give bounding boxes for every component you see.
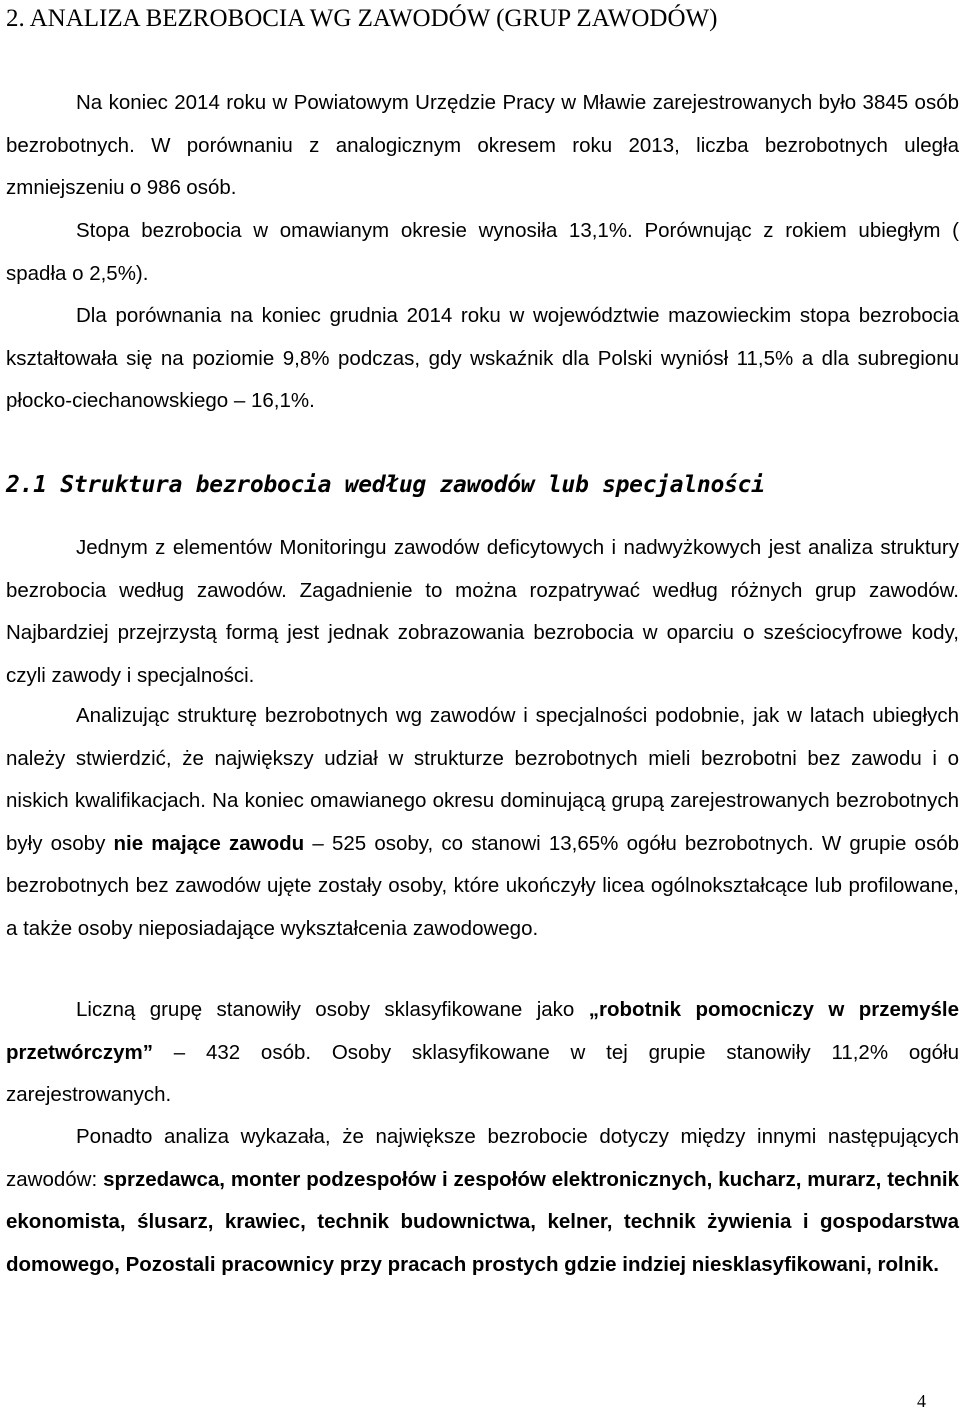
section-heading: 2. ANALIZA BEZROBOCIA WG ZAWODÓW (GRUP ZAWODÓW) [6, 5, 718, 32]
paragraph-structure-text-1: Analizując strukturę bezrobotnych wg zawodów i specjalności podobnie, jak w latach ubiegłych należy stwierdzić, że największy udział w strukturze bezrobotnych mieli bezrobotni bez zawodu i o niskich kwalifikacjach. Na koniec omawianego okresu dominującą grupą zarejestrowanych bezrobotnych były osoby [6, 704, 959, 855]
paragraph-monitoring: Jednym z elementów Monitoringu zawodów deficytowych i nadwyżkowych jest analiza struktury bezrobocia według zawodów. Zagadnienie to można rozpatrywać według różnych grup zawodów. Najbardziej przejrzystą formą jest jednak zobrazowania bezrobocia w oparciu o sześciocyfrowe kody, czyli zawody i specjalności. [6, 536, 959, 687]
paragraph-auxiliary-workers [6, 989, 959, 1117]
paragraph-auxiliary-text-2: – 432 osób. Osoby sklasyfikowane w tej grupie stanowiły 11,2% ogółu zarejestrowanych. [6, 1040, 959, 1106]
paragraph-top-occupations [6, 1116, 959, 1286]
page-number: 4 [917, 1391, 926, 1411]
paragraph-auxiliary-bold: „robotnik pomocniczy w przemyśle przetwórczym” [6, 998, 960, 1064]
paragraph-comparison: Dla porównania na koniec grudnia 2014 roku w województwie mazowieckim stopa bezrobocia kształtowała się na poziomie 9,8% podczas, gdy wskaźnik dla Polski wyniósł 11,5% a dla subregionu płocko-ciechanowskiego – 16,1%. [6, 304, 959, 412]
paragraph-unemployment-rate: Stopa bezrobocia w omawianym okresie wynosiła 13,1%. Porównując z rokiem ubiegłym ( spadła o 2,5%). [6, 219, 959, 285]
paragraph-occupations-text: Ponadto analiza wykazała, że największe bezrobocie dotyczy między innymi następujących zawodów: [6, 1125, 959, 1191]
subsection-heading: 2.1 Struktura bezrobocia według zawodów lub specjalności [6, 472, 765, 498]
paragraph-structure-text-2: – 525 osoby, co stanowi 13,65% ogółu bezrobotnych. W grupie osób bezrobotnych bez zawodów ujęte zostały osoby, które ukończyły licea ogólnokształcące lub profilowane, a także osoby nieposiadające wykształcenia zawodowego. [6, 831, 960, 940]
paragraph-structure [6, 695, 959, 950]
paragraph-occupations-bold: sprzedawca, monter podzespołów i zespołów elektronicznych, kucharz, murarz, technik ekonomista, ślusarz, krawiec, technik budownictwa, kelner, technik żywienia i gospodarstwa domowego, Pozostali pracownicy przy pracach prostych gdzie indziej niesklasyfikowani, rolnik. [6, 1167, 960, 1276]
paragraph-structure-bold: nie mające zawodu [113, 831, 305, 855]
paragraph-auxiliary-text-1: Liczną grupę stanowiły osoby sklasyfikowane jako [76, 998, 589, 1021]
paragraph-intro-total: Na koniec 2014 roku w Powiatowym Urzędzie Pracy w Mławie zarejestrowanych było 3845 osób bezrobotnych. W porównaniu z analogicznym okresem roku 2013, liczba bezrobotnych uległa zmniejszeniu o 986 osób. [6, 91, 959, 199]
